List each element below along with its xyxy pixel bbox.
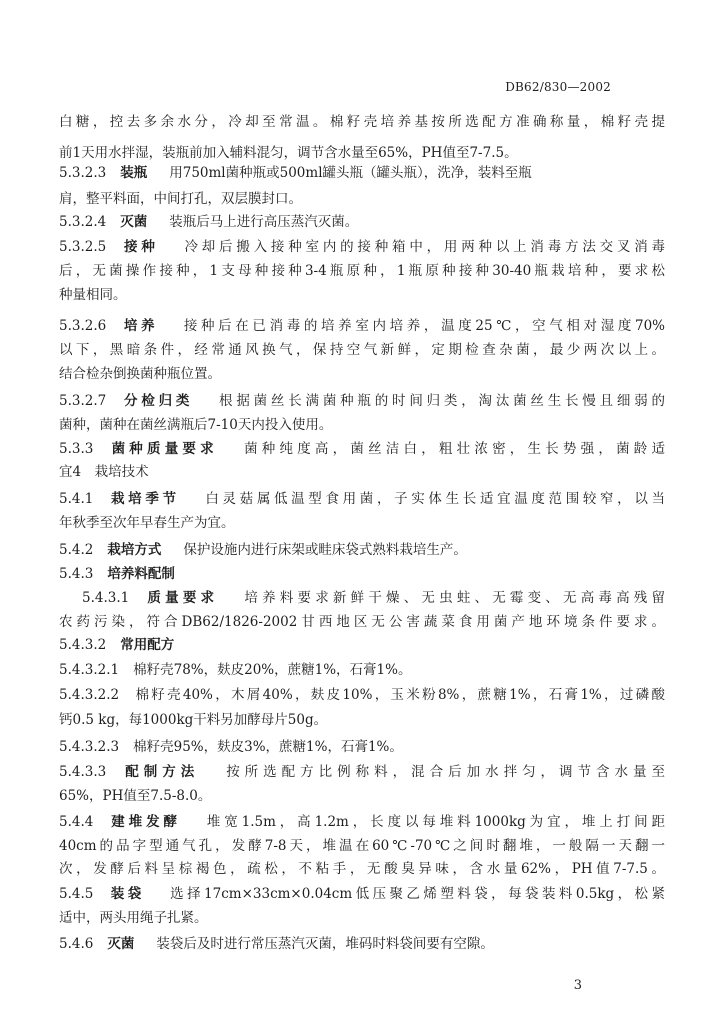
clause-text: 冷却后搬入接种室内的接种箱中，用两种以上消毒方法交叉消毒 <box>180 239 665 255</box>
clause-heading: 接种 <box>120 239 159 255</box>
clause-heading: 配制方法 <box>120 764 200 780</box>
text-line <box>59 660 665 681</box>
clause-number: 5.4.4 <box>59 814 94 830</box>
clause-number: 5.3.2.4 <box>59 214 107 230</box>
clause-text: 选择17cm×33cm×0.04cm低压聚乙烯塑料袋，每袋装料0.5kg，松紧 <box>166 886 665 902</box>
clause-text: 菌种纯度高，菌丝洁白，粗壮浓密，生长势强，菌龄适 <box>239 441 665 457</box>
clause-text: 菌种，菌种在菌丝满瓶后7-10天内投入使用。 <box>59 417 333 433</box>
clause-number: 5.4.2 <box>59 542 94 558</box>
clause-text: 按所选配方比例称料，混合后加水拌匀，调节含水量至 <box>221 764 665 780</box>
text-line <box>59 415 665 436</box>
text-line <box>59 513 665 534</box>
clause-text: 装瓶后马上进行高压蒸汽灭菌。 <box>169 214 359 230</box>
text-line <box>59 462 665 483</box>
clause-text: 前1天用水拌湿，装瓶前加入辅料混匀，调节含水量至65%，PH值至7-7.5。 <box>59 145 518 161</box>
clause-text: 棉籽壳95%，麸皮3%，蔗糖1%，石膏1%。 <box>133 739 403 755</box>
clause-number: 5.3.2.5 <box>59 239 107 255</box>
clause-heading: 分检归类 <box>120 393 194 409</box>
clause-text: 培养料要求新鲜干燥、无虫蛀、无霉变、无高毒高残留 <box>240 590 665 606</box>
clause-heading: 建堆发酵 <box>107 814 181 830</box>
clause-number: 5.3.2.6 <box>59 318 107 334</box>
page-number: 3 <box>573 978 582 993</box>
clause-number: 5.4.6 <box>59 936 94 952</box>
clause-heading: 栽培季节 <box>107 491 180 507</box>
clause-heading: 装袋 <box>107 886 145 902</box>
clause-text: 棉籽壳40%，木屑40%，麸皮10%，玉米粉8%，蔗糖1%，石膏1%，过磷酸 <box>133 687 665 703</box>
text-line <box>59 737 665 758</box>
clause-number: 5.3.2.7 <box>59 393 107 409</box>
clause-number: 5.4.3.2 <box>59 637 107 653</box>
clause-number: 5.4.3 <box>59 566 94 582</box>
text-line <box>59 934 665 955</box>
text-line <box>59 237 665 258</box>
text-line <box>59 762 665 783</box>
clause-text: 根据菌丝长满菌种瓶的时间归类，淘汰菌丝生长慢且细弱的 <box>215 393 665 409</box>
text-line <box>59 143 665 164</box>
text-line <box>59 836 665 857</box>
clause-number: 5.4.5 <box>59 886 94 902</box>
clause-text: 棉籽壳78%，麸皮20%，蔗糖1%，石膏1%。 <box>133 662 412 678</box>
clause-number: 5.4.3.1 <box>82 590 130 606</box>
clause-text: 结合检杂倒换菌种瓶位置。 <box>59 366 221 382</box>
clause-text: 堆宽1.5m，高1.2m，长度以每堆料1000kg为宜，堆上打间距 <box>202 814 665 830</box>
clause-number: 5.4.3.3 <box>59 764 107 780</box>
text-line <box>59 884 665 905</box>
text-line <box>59 612 665 633</box>
text-line <box>59 564 665 585</box>
clause-heading: 灭菌 <box>120 214 148 230</box>
clause-heading: 培养 <box>120 318 159 334</box>
text-line <box>59 635 665 656</box>
clause-heading: 栽培方式 <box>107 542 162 558</box>
clause-text: 40cm的品字型通气孔，发酵7-8天，堆温在60℃-70℃之间时翻堆，一般隔一天翻一 <box>59 838 665 854</box>
clause-number: 5.4.3.2.2 <box>59 687 120 703</box>
clause-heading: 质量要求 <box>143 590 219 606</box>
clause-number: 5.3.2.3 <box>59 165 107 181</box>
clause-heading: 菌种质量要求 <box>107 441 218 457</box>
clause-text: 白灵菇属低温型食用菌，子实体生长适宜温度范围较窄，以当 <box>201 491 665 507</box>
text-line <box>59 908 665 929</box>
clause-text: 保护设施内进行床架或畦床袋式熟料栽培生产。 <box>183 542 467 558</box>
clause-number: 5.3.3 <box>59 441 94 457</box>
clause-text: 白糖，控去多余水分，冷却至常温。棉籽壳培养基按所选配方准确称量，棉籽壳提 <box>59 114 665 130</box>
clause-heading: 培养料配制 <box>107 566 175 582</box>
text-line <box>59 316 665 337</box>
text-line <box>59 163 665 184</box>
clause-text: 肩，整平料面，中间打孔，双层膜封口。 <box>59 191 302 207</box>
clause-text: 装袋后及时进行常压蒸汽灭菌，堆码时料袋间要有空隙。 <box>156 936 494 952</box>
text-line <box>59 285 665 306</box>
clause-text: 钙0.5 kg，每1000kg干料另加酵母片50g。 <box>59 712 328 728</box>
clause-number: 5.4.3.2.3 <box>59 739 120 755</box>
text-line <box>59 812 665 833</box>
standard-id: DB62/830—2002 <box>505 80 611 94</box>
text-line <box>59 112 665 133</box>
text-line <box>59 439 665 460</box>
text-line <box>59 859 665 880</box>
clause-text: 适中，两头用绳子扎紧。 <box>59 910 208 926</box>
clause-text: 用750ml菌种瓶或500ml罐头瓶（罐头瓶），洗净，装料至瓶 <box>169 165 532 181</box>
text-line <box>59 391 665 412</box>
text-line <box>59 364 665 385</box>
clause-text: 年秋季至次年早春生产为宜。 <box>59 515 235 531</box>
clause-text: 种量相同。 <box>59 287 127 303</box>
clause-text: 65%，PH值至7.5-8.0。 <box>59 788 212 804</box>
clause-heading: 灭菌 <box>107 936 135 952</box>
text-line <box>59 489 665 510</box>
clause-number: 5.4.1 <box>59 491 94 507</box>
text-line <box>59 212 665 233</box>
clause-text: 农药污染，符合DB62/1826-2002甘西地区无公害蔬菜食用菌产地环境条件要求。 <box>59 614 665 630</box>
text-line <box>59 710 665 731</box>
clause-text: 接种后在已消毒的培养室内培养，温度25℃，空气相对湿度70% <box>180 318 665 334</box>
text-line <box>59 540 665 561</box>
clause-text: 次，发酵后料呈棕褐色，疏松，不粘手，无酸臭异味，含水量62%，PH值7-7.5。 <box>59 861 665 877</box>
text-line <box>82 588 665 609</box>
text-line <box>59 786 665 807</box>
clause-text: 后，无菌操作接种，1支母种接种3-4瓶原种，1瓶原种接种30-40瓶栽培种，要求松 <box>59 263 665 279</box>
clause-text: 以下，黑暗条件，经常通风换气，保持空气新鲜，定期检查杂菌，最少两次以上。 <box>59 342 665 358</box>
clause-number: 5.4.3.2.1 <box>59 662 120 678</box>
text-line <box>59 340 665 361</box>
clause-text: 宜4 栽培技术 <box>59 464 149 480</box>
text-line <box>59 261 665 282</box>
text-line <box>59 189 665 210</box>
clause-heading: 常用配方 <box>120 637 175 653</box>
clause-heading: 装瓶 <box>120 165 148 181</box>
text-line <box>59 685 665 706</box>
